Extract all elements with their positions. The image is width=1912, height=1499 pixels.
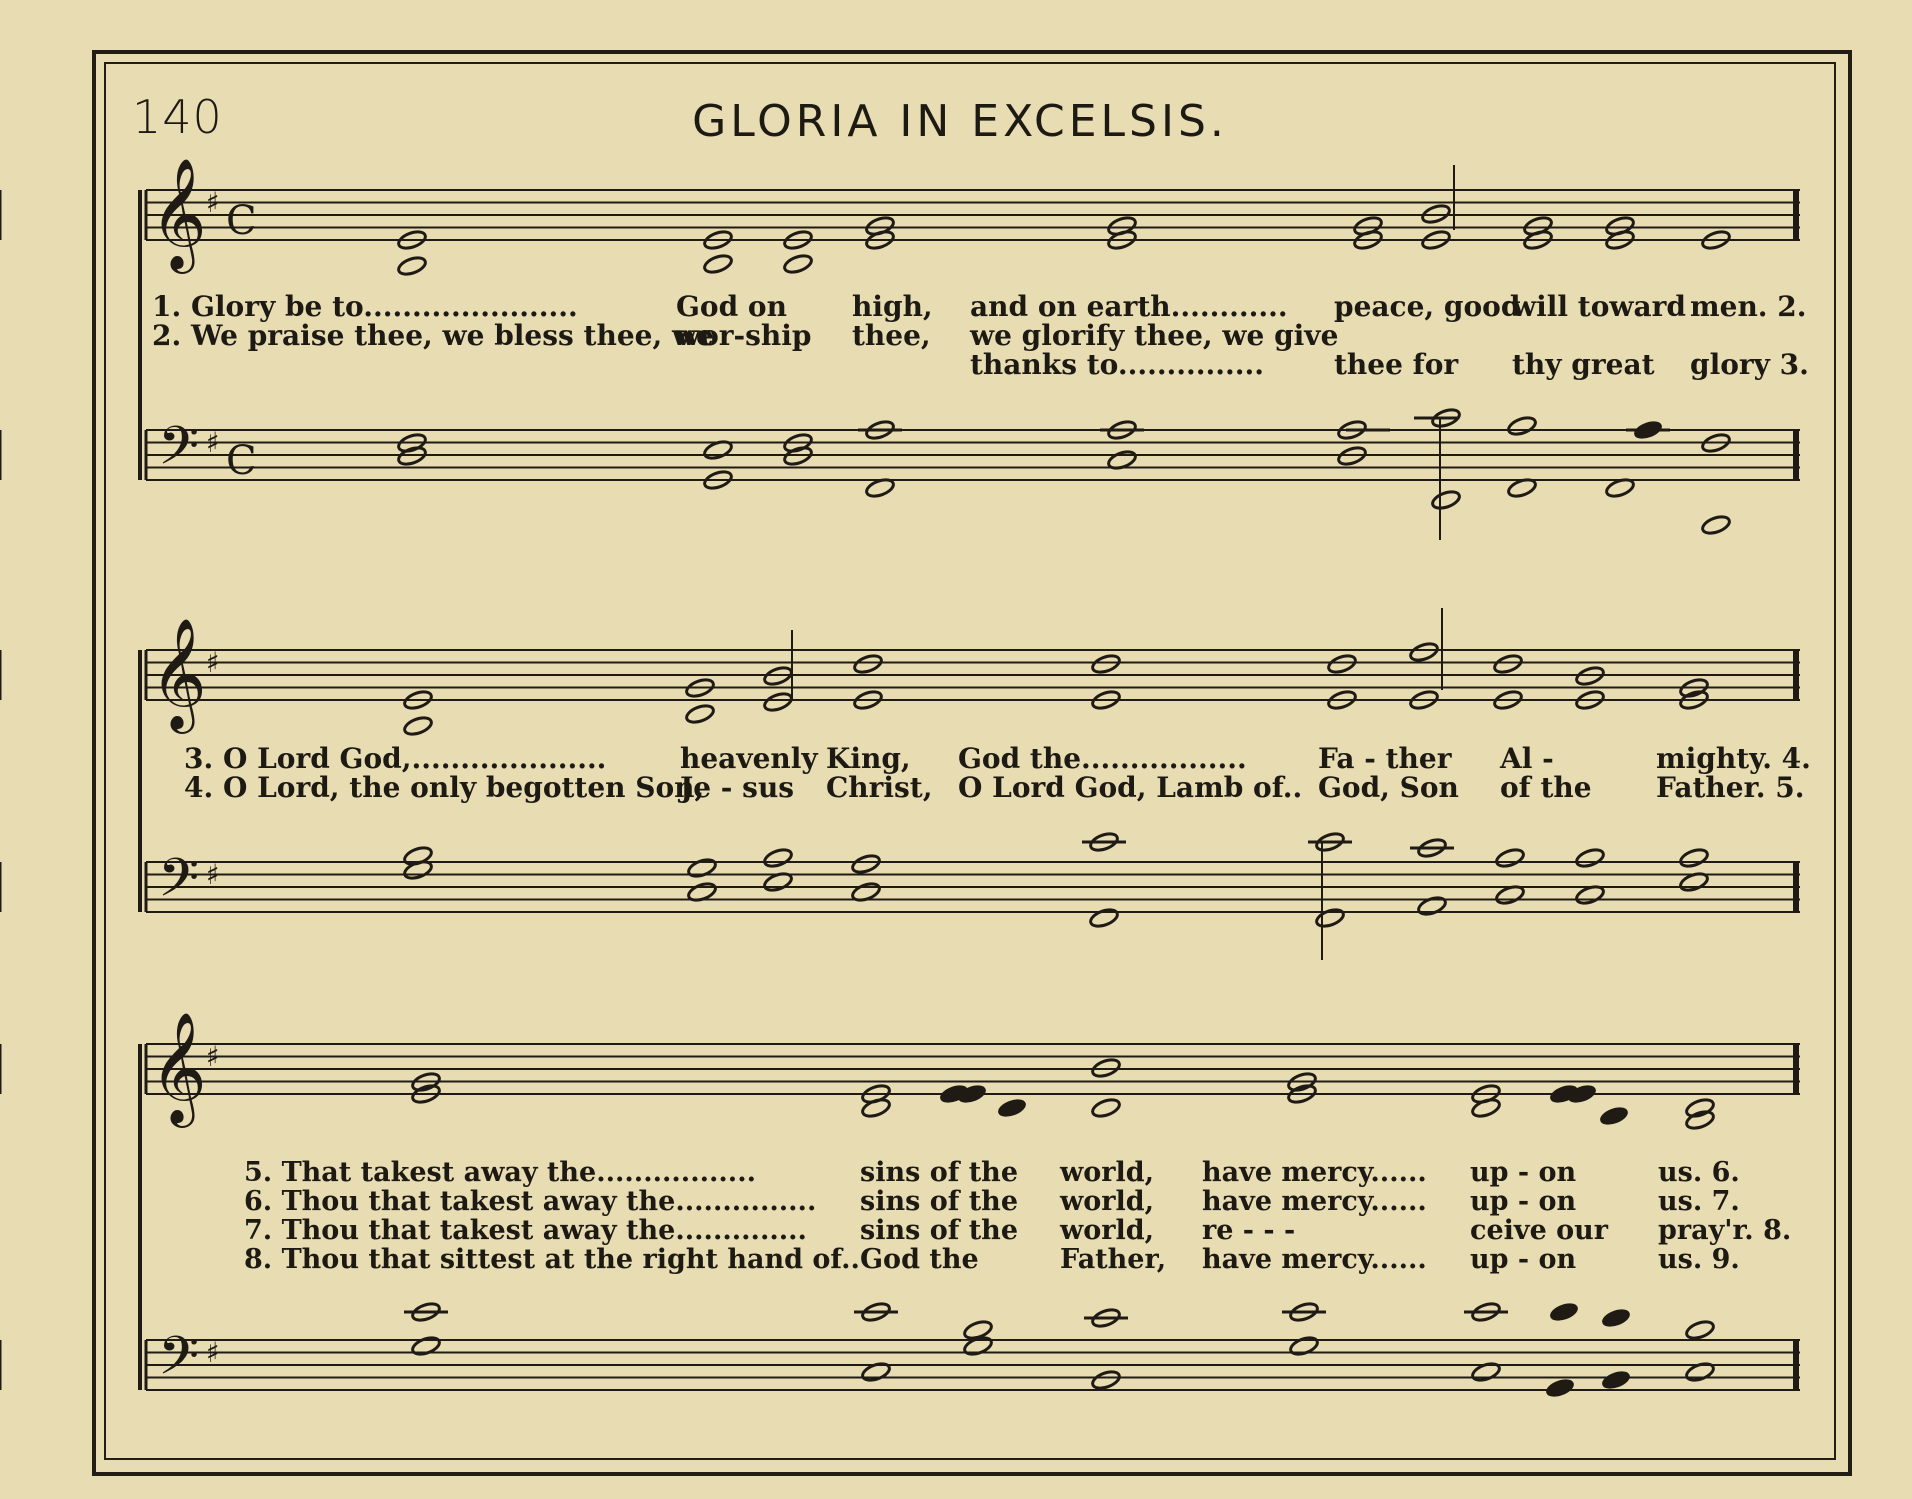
system1-col1: 1. Glory be to...................... 2. We praise thee, we bless thee, we <box>152 290 714 352</box>
note-head <box>1416 895 1447 918</box>
system3-col5: up - on up - on ceive our up - on <box>1470 1157 1609 1275</box>
system1-col5: peace, good thee for <box>1334 290 1521 381</box>
note-head <box>1090 1369 1121 1392</box>
system1-col2: God on wor-ship <box>676 290 812 352</box>
system1-col4: and on earth............ we glorify thee, we give thanks to............... <box>970 290 1339 381</box>
page-number: 140 <box>132 90 223 144</box>
note-head <box>996 1097 1027 1120</box>
key-signature-sharp: ♯ <box>206 646 220 679</box>
note-head <box>762 847 793 870</box>
key-signature-sharp: ♯ <box>206 426 220 459</box>
note-head <box>1288 1335 1319 1358</box>
key-signature-sharp: ♯ <box>206 1336 220 1369</box>
note-head <box>1684 1109 1715 1132</box>
bass-clef: 𝄢 <box>158 848 200 922</box>
system2-col6: Al - of the <box>1500 742 1592 804</box>
note-head <box>396 255 427 278</box>
bass-clef: 𝄢 <box>158 1326 200 1400</box>
note-head <box>1492 653 1523 676</box>
system2-col7: mighty. 4. Father. 5. <box>1656 742 1811 804</box>
system1-col6: will toward thy great <box>1512 290 1686 381</box>
time-signature: C <box>226 438 257 484</box>
note-head <box>1600 1369 1631 1392</box>
note-head <box>762 691 793 714</box>
page-title: GLORIA IN EXCELSIS. <box>692 96 1228 147</box>
system1-col3: high, thee, <box>852 290 933 352</box>
note-head <box>1506 415 1537 438</box>
note-head <box>1408 641 1439 664</box>
note-head <box>1700 514 1731 537</box>
note-head <box>1678 847 1709 870</box>
treble-clef: 𝄞 <box>150 617 207 729</box>
note-head <box>702 253 733 276</box>
system2-col3: King, Christ, <box>826 742 933 804</box>
note-head <box>1326 653 1357 676</box>
note-head <box>402 715 433 738</box>
note-head <box>410 1335 441 1358</box>
note-head <box>686 857 717 880</box>
system2-col4: God the................. O Lord God, Lamb of.. <box>958 742 1303 804</box>
note-head <box>850 853 881 876</box>
note-head <box>1600 1307 1631 1330</box>
bass-clef: 𝄢 <box>158 416 200 490</box>
note-head <box>1090 653 1121 676</box>
key-signature-sharp: ♯ <box>206 186 220 219</box>
note-head <box>1088 907 1119 930</box>
system1-col7: men. 2. glory 3. <box>1690 290 1809 381</box>
note-head <box>1430 489 1461 512</box>
note-head <box>852 653 883 676</box>
note-head <box>1684 1319 1715 1342</box>
note-head <box>1684 1097 1715 1120</box>
system3-col4: have mercy...... have mercy...... re - - - have mercy...... <box>1202 1157 1427 1275</box>
note-head <box>1314 907 1345 930</box>
key-signature-sharp: ♯ <box>206 1040 220 1073</box>
time-signature: C <box>226 198 257 244</box>
system3-col1: 5. That takest away the................. 6. Thou that takest away the............... 7. Thou that takest away the.............. 8. Thou that sittest at the right hand of.. <box>244 1157 860 1275</box>
note-head <box>684 703 715 726</box>
treble-clef: 𝄞 <box>150 157 207 269</box>
note-head <box>782 253 813 276</box>
system3-col2: sins of the sins of the sins of the God the <box>860 1157 1018 1275</box>
note-head <box>1090 1097 1121 1120</box>
note-head <box>1598 1105 1629 1128</box>
system3-col3: world, world, world, Father, <box>1060 1157 1167 1275</box>
system2-col5: Fa - ther God, Son <box>1318 742 1459 804</box>
system2-col1: 3. O Lord God,.................... 4. O Lord, the only begotten Son, <box>184 742 705 804</box>
note-head <box>1494 847 1525 870</box>
note-head <box>1544 1377 1575 1400</box>
system2-col2: heavenly Je - sus <box>680 742 818 804</box>
treble-clef: 𝄞 <box>150 1011 207 1123</box>
note-head <box>1548 1301 1579 1324</box>
system3-col6: us. 6. us. 7. pray'r. 8. us. 9. <box>1658 1157 1792 1275</box>
note-head <box>1574 847 1605 870</box>
key-signature-sharp: ♯ <box>206 858 220 891</box>
